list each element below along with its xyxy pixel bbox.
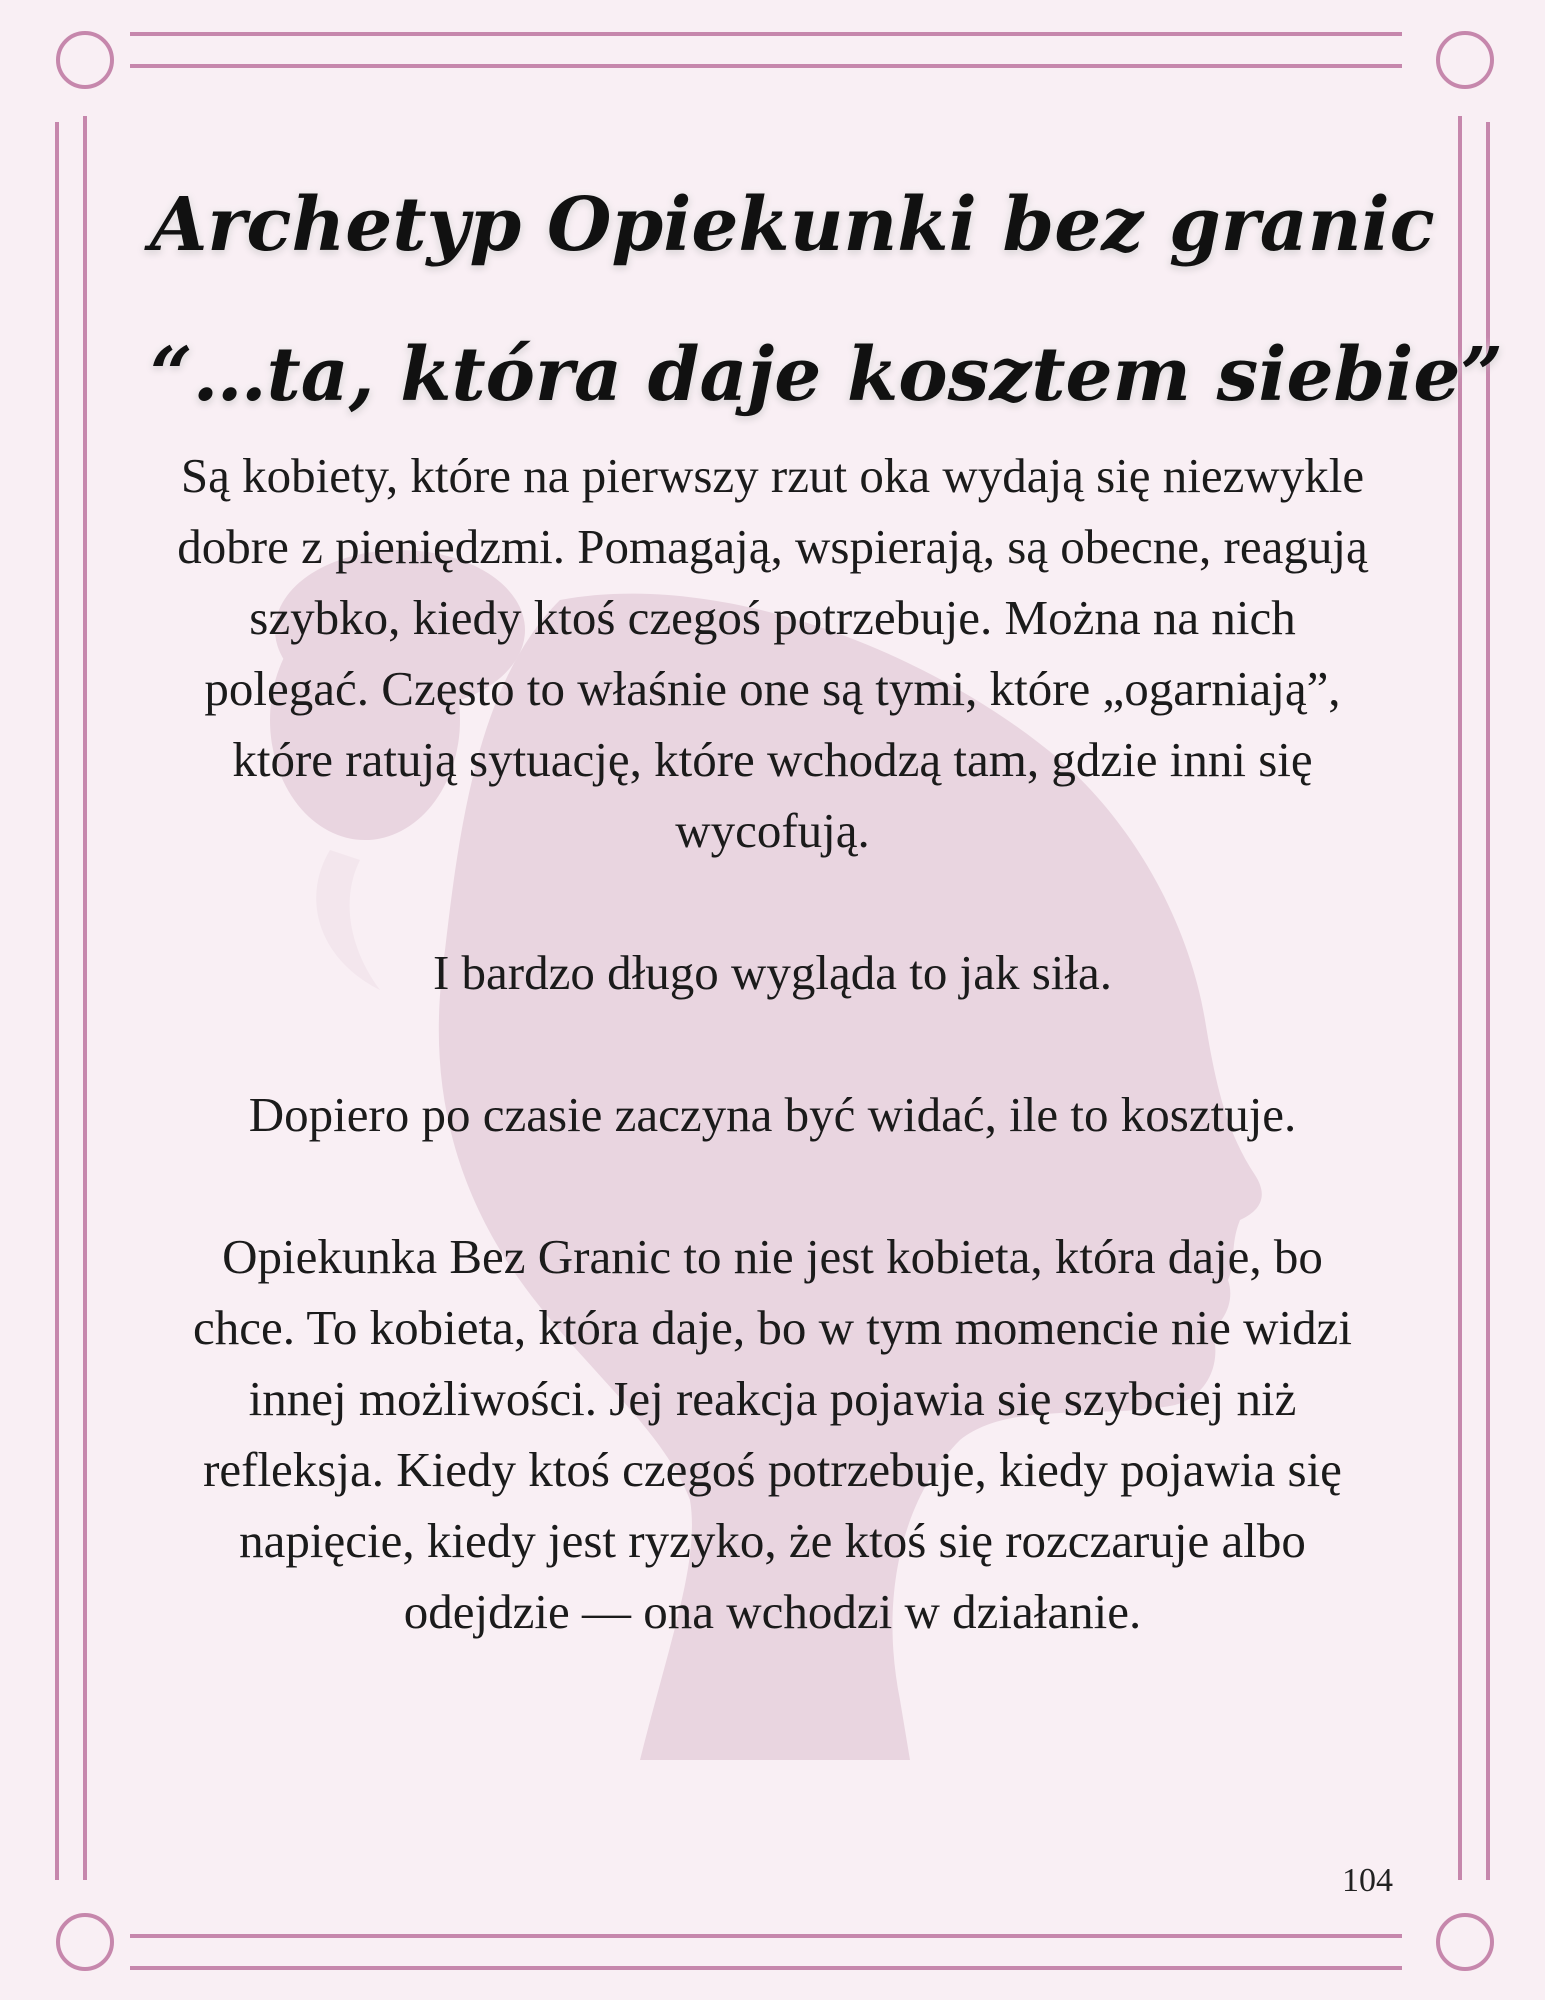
page-title [150, 150, 1504, 450]
page-number: 104 [1342, 1862, 1393, 1899]
corner-circle-top-left [58, 33, 112, 87]
body-text [170, 440, 1375, 1718]
paragraph-3: Dopiero po czasie zaczyna być widać, ile to kosztuje. [248, 1087, 1297, 1142]
title-line-2-subtitle: “…ta, która daje kosztem siebie” [150, 332, 1504, 418]
paragraph-1: Są kobiety, które na pierwszy rzut oka wydają się niezwykle dobre z pieniędzmi. Pomagają, wspierają, są obecne, reagują szybko, kiedy ktoś czegoś potrzebuje. Można na nich polegać. Często to właśnie one są tymi, które „ogarniają”, które ratują sytuację, które wchodzą tam, gdzie inni się wycofują. [177, 448, 1368, 858]
corner-circle-top-right [1438, 33, 1492, 87]
corner-circle-bottom-right [1438, 1915, 1492, 1969]
title-line-1: Archetyp Opiekunki bez granic [150, 182, 1435, 268]
paragraph-4: Opiekunka Bez Granic to nie jest kobieta, która daje, bo chce. To kobieta, która daje, bo w tym momencie nie widzi innej możliwości. Jej reakcja pojawia się szybciej niż refleksja. Kiedy ktoś czegoś potrzebuje, kiedy pojawia się napięcie, kiedy jest ryzyko, że ktoś się rozczaruje albo odejdzie — ona wchodzi w działanie. [192, 1229, 1353, 1639]
corner-circle-bottom-left [58, 1915, 112, 1969]
paragraph-2: I bardzo długo wygląda to jak siła. [432, 945, 1112, 1000]
